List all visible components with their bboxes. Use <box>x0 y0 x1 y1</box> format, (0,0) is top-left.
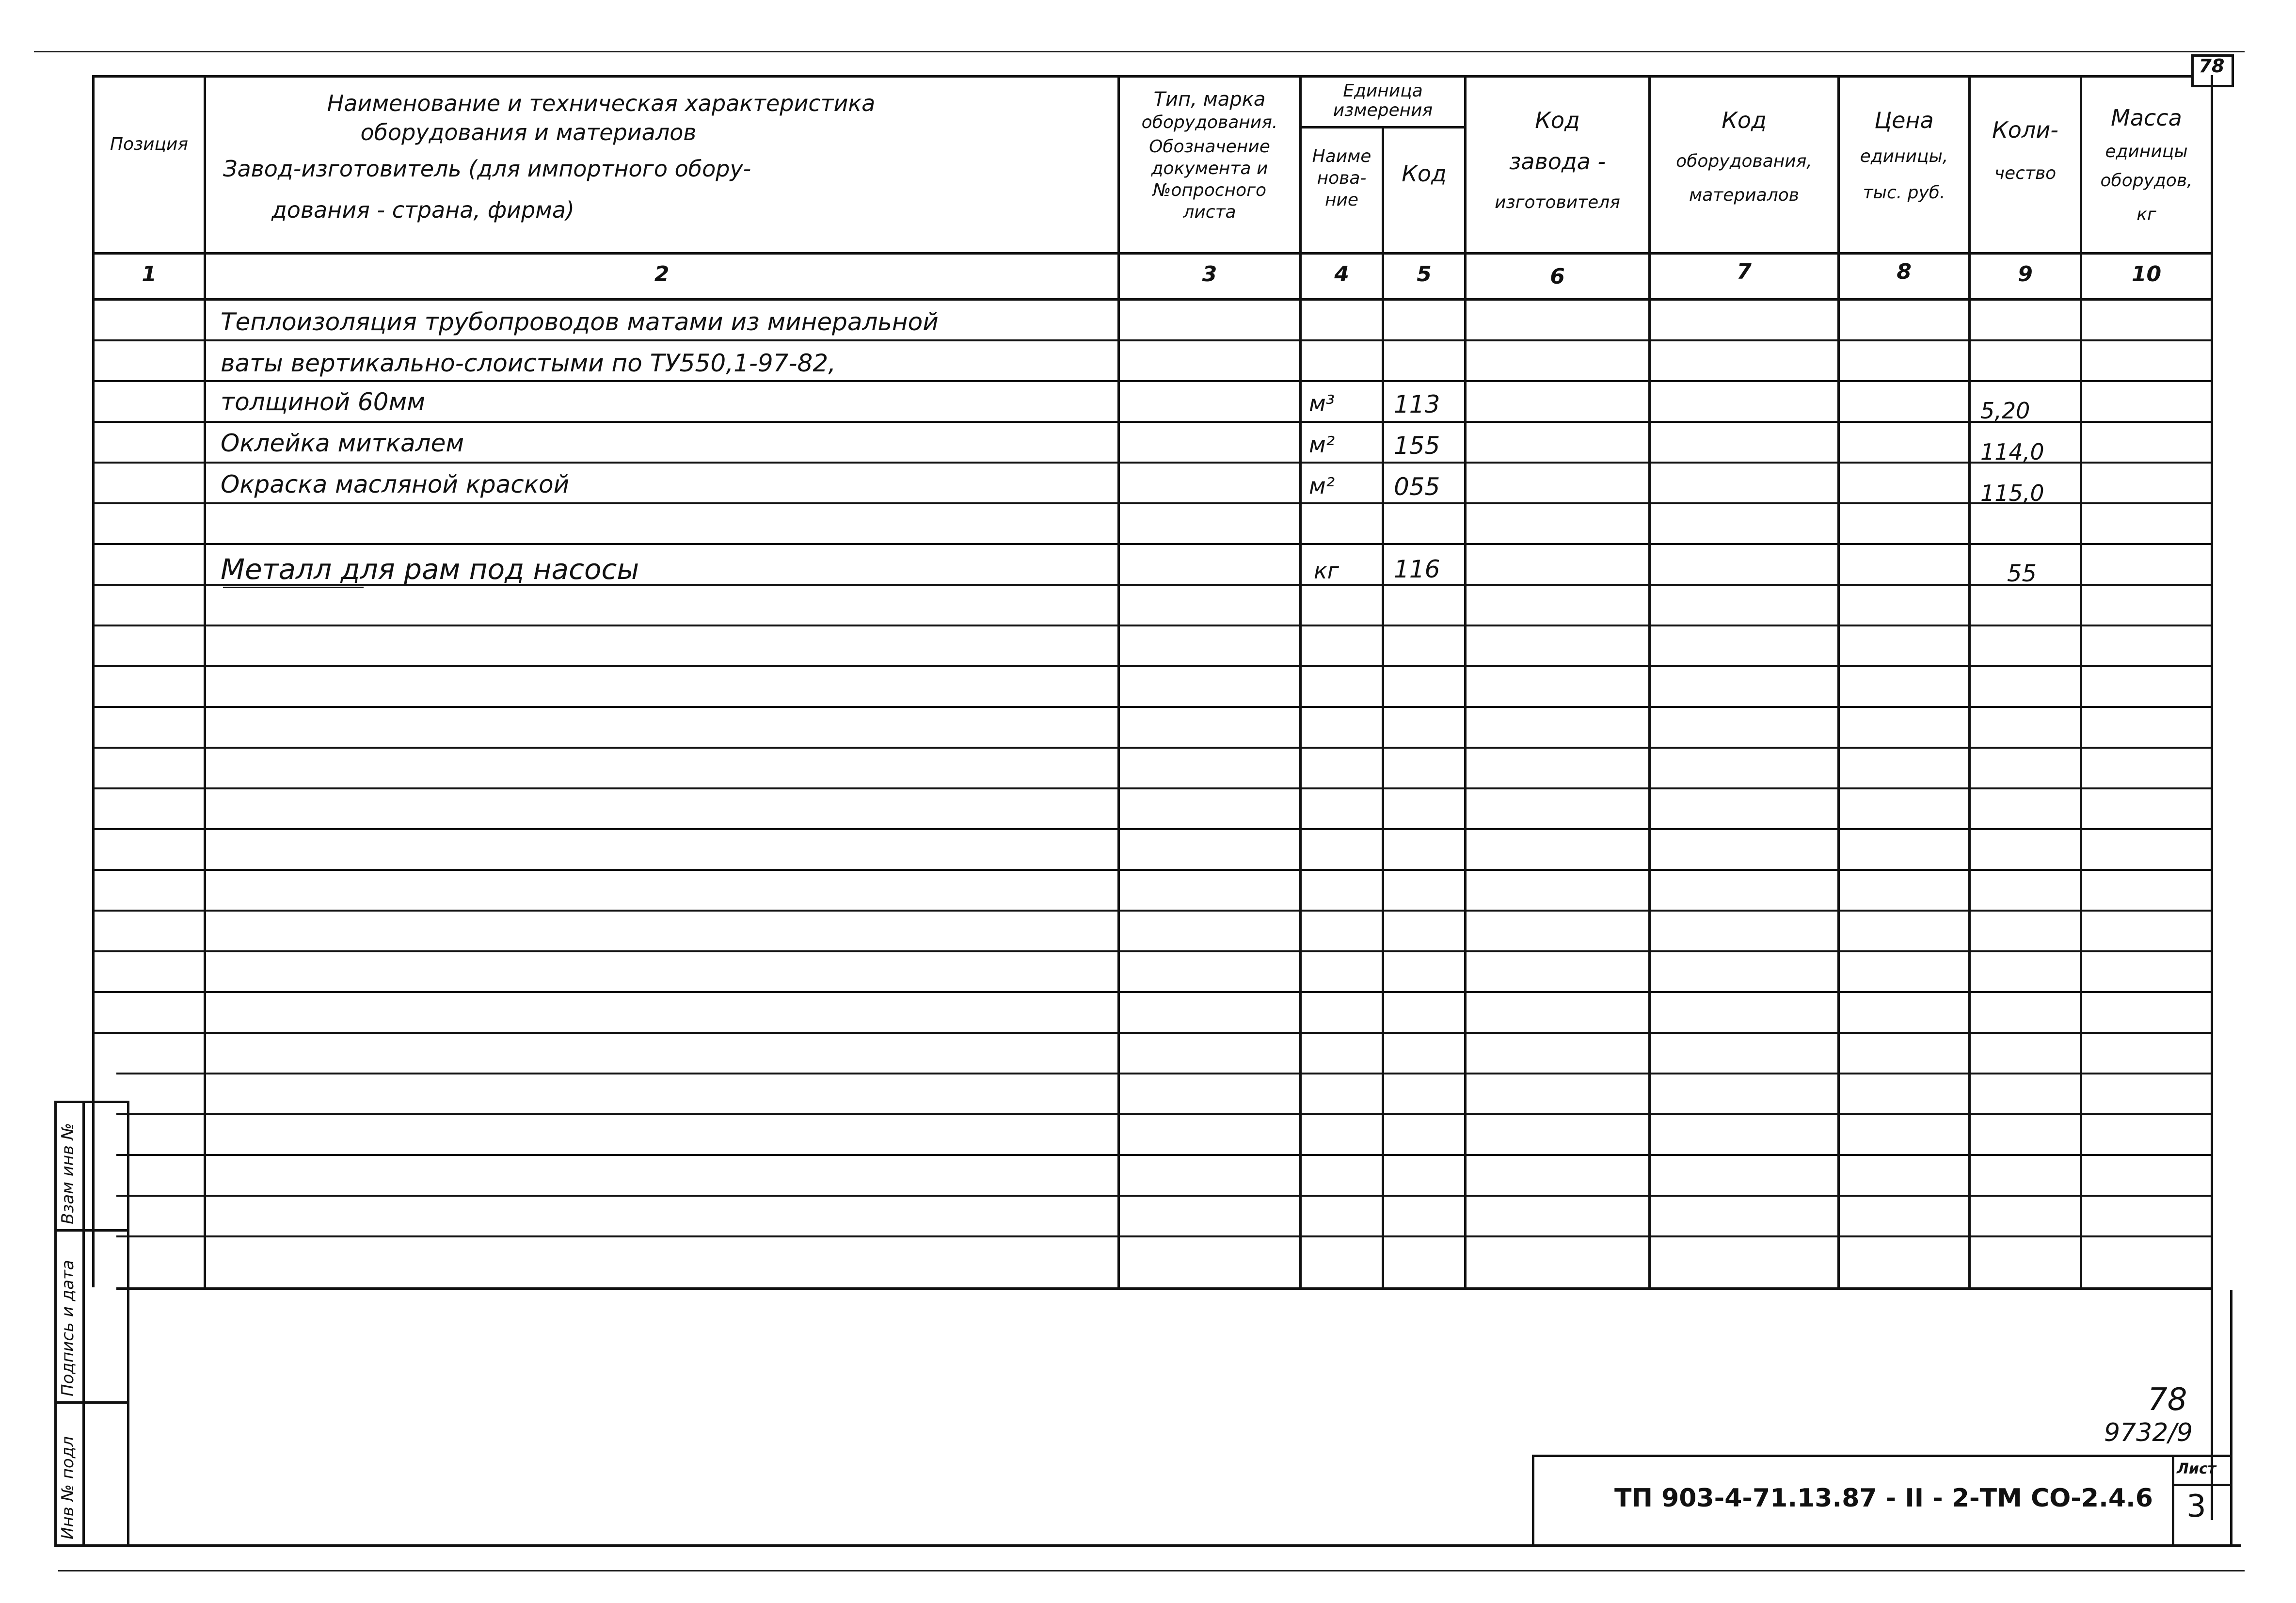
title-block-top <box>1532 1455 2230 1457</box>
header-type-line1: Тип, марка <box>1153 88 1266 111</box>
table-row-line <box>92 991 2211 993</box>
header-factory-code-line1: Код <box>1535 107 1580 133</box>
col-divider-5 <box>1464 75 1467 1290</box>
header-unit-group-line2: измерения <box>1333 100 1433 120</box>
header-bottom-border <box>92 252 2211 255</box>
header-position: Позиция <box>110 134 189 154</box>
header-unit-name-line3: ние <box>1324 190 1359 210</box>
header-factory-code-line3: изготовителя <box>1495 192 1620 212</box>
colnum-10: 10 <box>2131 262 2162 287</box>
sheet-label: Лист <box>2177 1460 2216 1477</box>
table-row-line <box>92 421 2211 423</box>
table-row-line <box>92 625 2211 626</box>
table-row-line <box>92 502 2211 504</box>
header-quantity-line1: Коли- <box>1992 117 2058 143</box>
document-designation: ТП 903-4-71.13.87 - II - 2-ТМ СО-2.4.6 <box>1614 1484 2153 1513</box>
header-name-line2: оборудования и материалов <box>360 119 697 145</box>
row-2-name: ваты вертикально-слоистыми по ТУ550,1-97-82, <box>221 349 836 377</box>
header-mass-line4: кг <box>2137 205 2156 224</box>
table-row-line <box>92 380 2211 382</box>
header-type-line5: №опросного <box>1152 180 1267 200</box>
col-divider-4 <box>1382 126 1384 1290</box>
table-body-bottom-border <box>116 1287 2211 1290</box>
header-name-line3: Завод-изготовитель (для импортного обору- <box>223 156 751 182</box>
colnum-3: 3 <box>1202 262 1217 287</box>
header-type-line4: документа и <box>1151 159 1268 178</box>
table-right-border <box>2211 75 2213 1520</box>
title-block-sheet-label-divider <box>2172 1484 2230 1486</box>
row-7-unit: кг <box>1314 558 1339 584</box>
row-7-code: 116 <box>1394 555 1440 583</box>
col-divider-8 <box>1968 75 1971 1290</box>
row-5-unit: м² <box>1309 473 1335 499</box>
table-row-line <box>92 1032 2211 1034</box>
colnum-1: 1 <box>142 262 157 287</box>
row-4-unit: м² <box>1309 432 1335 458</box>
corner-sheet-number: 78 <box>2199 55 2225 77</box>
row-4-code: 155 <box>1394 432 1440 460</box>
side-stamp-bottom <box>54 1544 127 1547</box>
table-row-line <box>92 462 2211 464</box>
side-stamp-div2 <box>54 1401 127 1404</box>
colnum-9: 9 <box>2018 262 2033 287</box>
header-unit-name-line2: нова- <box>1317 168 1367 188</box>
row-5-qty: 115,0 <box>1980 480 2044 506</box>
table-row-line <box>116 1073 2211 1074</box>
table-row-line <box>92 869 2211 871</box>
side-stamp-div1 <box>54 1229 127 1232</box>
header-quantity-line2: чество <box>1994 163 2057 183</box>
page-ref-top: 78 <box>2148 1382 2187 1418</box>
frame-bottom-border <box>127 1544 2241 1547</box>
header-name-line4: дования - страна, фирма) <box>271 197 574 223</box>
header-type-line6: листа <box>1183 202 1236 222</box>
header-name-line1: Наименование и техническая характеристика <box>327 90 876 116</box>
header-price-line3: тыс. руб. <box>1863 183 1945 203</box>
row-7-name: Металл для рам под насосы <box>221 553 639 586</box>
col-divider-7 <box>1837 75 1840 1290</box>
bottom-margin-line <box>58 1570 2245 1571</box>
page-ref-bottom: 9732/9 <box>2104 1418 2193 1447</box>
table-row-line <box>116 1113 2211 1115</box>
header-type-line2: оборудования. <box>1141 112 1278 132</box>
table-row-line <box>92 747 2211 749</box>
header-unit-code: Код <box>1402 160 1447 187</box>
row-3-name: толщиной 60мм <box>221 388 425 416</box>
colnum-bottom-border <box>92 298 2211 301</box>
col-divider-3 <box>1299 75 1302 1290</box>
title-block-left <box>1532 1455 1534 1544</box>
row-3-qty: 5,20 <box>1980 398 2030 424</box>
unit-group-divider <box>1299 126 1464 128</box>
side-label-podpis: Подпись и дата <box>58 1260 78 1396</box>
sheet-number: 3 <box>2186 1489 2206 1524</box>
header-mass-line2: единицы <box>2105 142 2188 161</box>
table-row-line <box>92 950 2211 952</box>
header-price-line2: единицы, <box>1860 146 1948 166</box>
table-row-line <box>92 910 2211 912</box>
header-unit-name-line1: Наиме <box>1312 146 1371 166</box>
header-unit-group-line1: Единица <box>1343 81 1423 101</box>
col-divider-9 <box>2080 75 2082 1290</box>
header-equipment-code-line3: материалов <box>1689 185 1799 205</box>
table-row-line <box>116 1195 2211 1197</box>
header-factory-code-line2: завода - <box>1509 148 1606 175</box>
colnum-5: 5 <box>1417 262 1432 287</box>
side-label-inv: Инв № подл <box>58 1436 78 1539</box>
row-3-code: 113 <box>1394 390 1440 418</box>
header-price-line1: Цена <box>1874 107 1934 133</box>
col-divider-1 <box>204 75 206 1290</box>
table-row-line <box>116 1235 2211 1237</box>
col-divider-6 <box>1648 75 1651 1290</box>
table-row-line <box>92 828 2211 830</box>
colnum-4: 4 <box>1334 262 1349 287</box>
row-5-code: 055 <box>1394 473 1440 501</box>
colnum-2: 2 <box>654 262 670 287</box>
row-3-unit: м³ <box>1309 390 1335 417</box>
row-7-qty: 55 <box>2007 560 2037 587</box>
row-4-name: Оклейка миткалем <box>221 429 464 457</box>
row-7-underline <box>223 587 364 588</box>
table-row-line <box>92 339 2211 341</box>
side-stamp-right <box>127 1101 129 1547</box>
side-stamp-top <box>54 1101 127 1103</box>
title-block-sheet-divider <box>2172 1455 2174 1544</box>
colnum-7: 7 <box>1737 259 1752 284</box>
top-margin-line <box>34 51 2245 52</box>
colnum-6: 6 <box>1550 264 1565 289</box>
col-divider-2 <box>1117 75 1120 1290</box>
table-row-line <box>116 1154 2211 1156</box>
header-equipment-code-line1: Код <box>1722 107 1767 133</box>
row-4-qty: 114,0 <box>1980 439 2044 465</box>
row-1-name: Теплоизоляция трубопроводов матами из минеральной <box>221 308 939 336</box>
header-mass-line1: Масса <box>2111 105 2182 131</box>
header-type-line3: Обозначение <box>1149 137 1270 157</box>
colnum-8: 8 <box>1897 259 1912 284</box>
side-stamp-mid <box>82 1101 85 1547</box>
header-mass-line3: оборудов, <box>2100 171 2193 191</box>
frame-right-border <box>2230 1290 2232 1547</box>
table-row-line <box>92 543 2211 545</box>
table-top-border <box>92 75 2191 78</box>
side-label-vzam: Взам инв № <box>58 1122 78 1224</box>
side-stamp-left <box>54 1101 57 1547</box>
table-row-line <box>92 706 2211 708</box>
table-left-border <box>92 75 95 1287</box>
table-row-line <box>92 787 2211 789</box>
table-row-line <box>92 665 2211 667</box>
row-5-name: Окраска масляной краской <box>221 470 570 498</box>
header-equipment-code-line2: оборудования, <box>1676 151 1812 171</box>
